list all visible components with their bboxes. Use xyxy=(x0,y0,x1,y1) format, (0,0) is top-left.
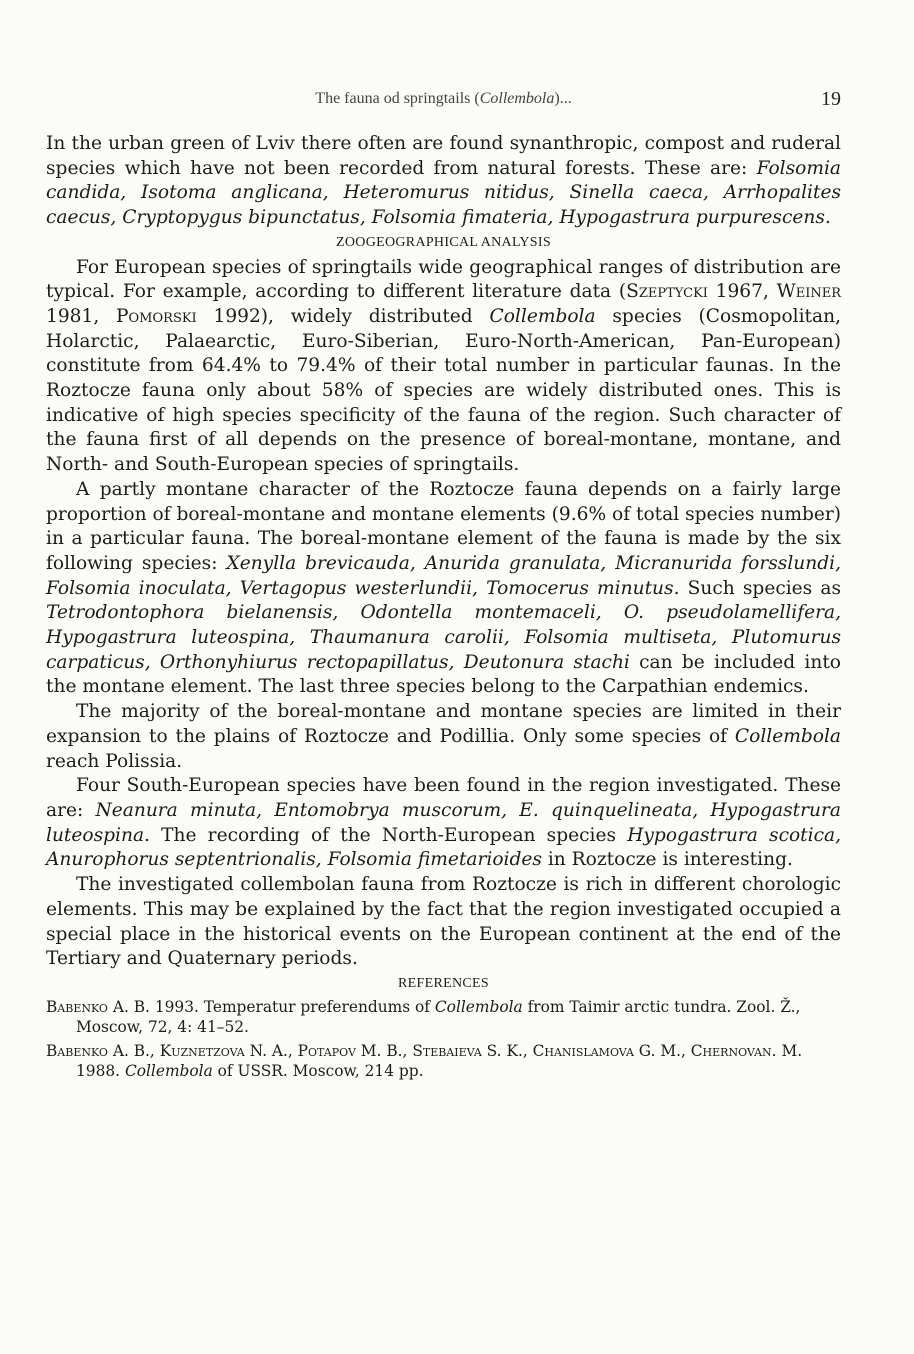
text-run: 1988. xyxy=(76,1062,125,1081)
author-name: Weiner xyxy=(776,281,841,303)
running-title-taxon: Collembola xyxy=(479,90,555,107)
paragraph-geographical-ranges xyxy=(46,256,841,478)
text-run: 1992), widely distributed xyxy=(196,305,490,327)
species-list: Hypogastrura scotica, Anurophorus septentrionalis, Folsomia fimetarioides xyxy=(46,824,842,871)
species-list: Neanura minuta, Entomobrya muscorum, E. quinquelineata, Hypogastrura luteospina xyxy=(46,799,841,846)
text-run: of USSR. Moscow, 214 pp. xyxy=(212,1062,424,1081)
species-list: Folsomia candida, Isotoma anglicana, Heteromurus nitidus, Sinella caeca, Arrhopalites caecus, Cryptopygus bipunctatus, Folsomia fimateria, Hypogastrura purpurescens. xyxy=(46,157,841,229)
author-name: Szeptycki xyxy=(626,281,708,303)
paragraph-south-european xyxy=(46,774,841,873)
taxon-name: Collembola xyxy=(489,305,596,327)
text-run: The investigated collembolan fauna from Roztocze is rich in different chorologic elements. This may be explained by the fact that the region investigated occupied a special place in the historical events on the European continent at the end of the Tertiary and Quaternary periods. xyxy=(46,874,841,970)
reference-authors: Babenko A. B., Kuznetzova N. A., Potapov M. B., Stebaieva S. K., Chanislamova G. M., Chernovan. M. xyxy=(46,1041,803,1060)
text-run: from Taimir arctic tundra. Zool. Ž., Moscow, 72, 4: 41–52. xyxy=(76,997,801,1037)
paragraph-chorologic-elements xyxy=(46,873,841,972)
text-run: A partly montane character of the Roztocze fauna depends on a fairly large proportion of boreal-montane and montane elements (9.6% of total species number) in a particular fauna. The boreal-montane element of the fauna is made by the six following species: xyxy=(46,478,841,574)
text-run: 1981, xyxy=(46,305,117,327)
paragraph-expansion xyxy=(46,700,841,774)
text-run: species (Cosmopolitan, Holarctic, Palaearctic, Euro-Siberian, Euro-North-American, Pan-European) constitute from 64.4% to 79.4% of their total number in particular faunas. In the Roztocze fauna only about 58% of species are widely distributed ones. This is indicative of high species specificity of the fauna of the region. Such character of the fauna first of all depends on the presence of boreal-montane, montane, and North- and South-European species of springtails. xyxy=(46,305,841,476)
text-run: The majority of the boreal-montane and montane species are limited in their expansion to the plains of Roztocze and Podillia. Only some species of xyxy=(46,701,841,747)
text-run: Four South-European species have been found in the region investigated. These are: xyxy=(46,775,841,821)
species-list: Tetrodontophora bielanensis, Odontella montemaceli, O. pseudolamellifera, Hypogastrura luteospina, Thaumanura carolii, Folsomia multiseta, Plutomurus carpaticus, Orthonyhiurus rectopapillatus, Deutonura stachi xyxy=(46,602,841,673)
running-title-prefix: The fauna od springtails ( xyxy=(315,90,480,107)
text-run: 1967, xyxy=(707,281,777,303)
reference-entry xyxy=(46,1041,841,1082)
body-text xyxy=(46,132,841,1085)
text-run: reach Polissia. xyxy=(46,750,183,772)
taxon-name: Collembola xyxy=(124,1062,213,1081)
paragraph-urban-species xyxy=(46,132,841,231)
paragraph-montane-character xyxy=(46,478,841,700)
text-run: can be included into the montane element. The last three species belong to the Carpathian endemics. xyxy=(46,651,841,698)
taxon-name: Collembola xyxy=(434,997,523,1016)
text-run: 1993. Temperatur preferendums of xyxy=(149,997,435,1016)
text-run: in Roztocze is interesting. xyxy=(541,849,793,871)
taxon-name: Collembola xyxy=(734,725,841,747)
section-heading-references: REFERENCES xyxy=(398,975,489,991)
author-name: Pomorski xyxy=(116,305,197,327)
species-list: Xenylla brevicauda, Anurida granulata, Micranurida forsslundi, Folsomia inoculata, Vertagopus westerlundii, Tomocerus minutus xyxy=(46,552,842,599)
text-run: For European species of springtails wide geographical ranges of distribution are typical. For example, according to different literature data ( xyxy=(46,256,841,303)
text-run: . The recording of the North-European species xyxy=(144,824,628,846)
reference-entry xyxy=(46,997,841,1038)
running-head xyxy=(46,88,841,118)
running-title xyxy=(46,90,841,108)
text-run: . Such species as xyxy=(673,577,841,599)
text-run: In the urban green of Lviv there often are found synanthropic, compost and ruderal species which have not been recorded from natural forests. These are: xyxy=(46,133,841,179)
reference-authors: Babenko A. B. xyxy=(46,997,150,1016)
running-title-suffix: )... xyxy=(554,90,572,107)
page-number: 19 xyxy=(821,88,841,110)
section-heading-zoogeographical: ZOOGEOGRAPHICAL ANALYSIS xyxy=(336,234,551,250)
